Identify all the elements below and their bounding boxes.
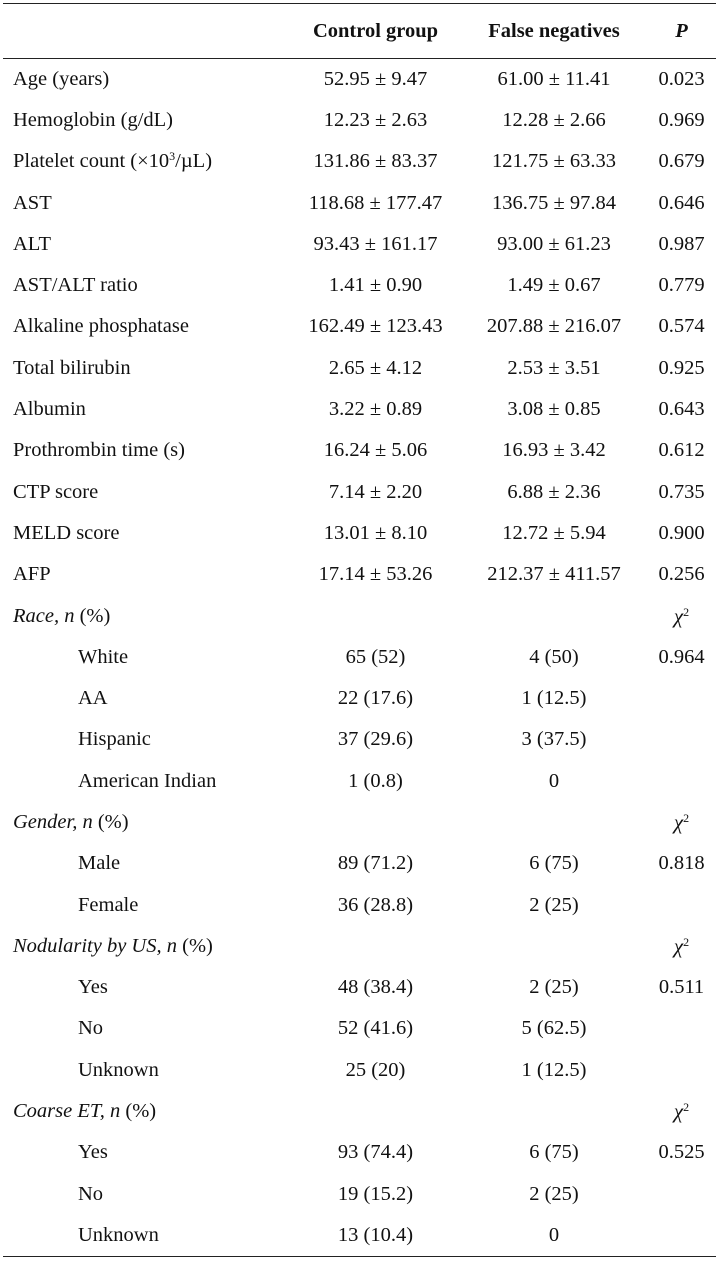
empty-cell [290, 802, 461, 843]
table-row [3, 1008, 716, 1049]
false-negative-value: 2 (25) [529, 1182, 579, 1205]
table-row [3, 637, 716, 678]
row-label: American Indian [78, 769, 217, 792]
percent-suffix: (%) [92, 810, 129, 833]
percent-suffix: (%) [74, 604, 111, 627]
control-value: 25 (20) [345, 1058, 406, 1081]
row-label-unit: /µL) [175, 150, 213, 173]
false-negative-value: 5 (62.5) [521, 1017, 587, 1040]
p-value [647, 1215, 716, 1256]
table-row [3, 348, 716, 389]
table-row [3, 471, 716, 512]
p-value: 0.969 [658, 108, 705, 131]
row-label: Age (years) [13, 67, 110, 90]
p-value [647, 884, 716, 925]
header-variable [3, 4, 290, 59]
table-row [3, 141, 716, 182]
control-value: 93 (74.4) [337, 1141, 414, 1164]
p-value [647, 678, 716, 719]
false-negative-value: 6 (75) [529, 1141, 579, 1164]
chi-symbol: χ [673, 933, 684, 958]
group-title-text: Nodularity by US, [13, 934, 167, 957]
control-value: 65 (52) [345, 645, 406, 668]
header-false-negatives: False negatives [461, 4, 647, 59]
results-table-container [3, 3, 716, 1257]
false-negative-value: 2.53 ± 3.51 [507, 356, 601, 379]
group-title [3, 1091, 290, 1132]
control-value: 17.14 ± 53.26 [318, 563, 433, 586]
false-negative-value: 12.28 ± 2.66 [502, 108, 606, 131]
n-symbol: n [64, 604, 75, 627]
false-negative-value: 6.88 ± 2.36 [507, 480, 601, 503]
false-negative-value: 121.75 ± 63.33 [491, 150, 616, 173]
n-symbol: n [110, 1100, 121, 1123]
p-value: 0.023 [658, 67, 705, 90]
false-negative-value: 207.88 ± 216.07 [486, 315, 622, 338]
chi-superscript: 2 [683, 810, 690, 825]
row-label: Unknown [78, 1058, 159, 1081]
chi-square-label [647, 926, 716, 967]
table-row [3, 1174, 716, 1215]
p-value: 0.818 [658, 852, 705, 875]
table-row [3, 224, 716, 265]
empty-cell [290, 926, 461, 967]
p-value: 0.646 [658, 191, 705, 214]
group-title-text: Coarse ET, [13, 1100, 111, 1123]
control-value: 162.49 ± 123.43 [308, 315, 443, 338]
false-negative-value: 2 (25) [529, 893, 579, 916]
p-value: 0.900 [658, 521, 705, 544]
table-row [3, 1050, 716, 1091]
table-row [3, 513, 716, 554]
p-value: 0.612 [658, 439, 705, 462]
row-label: Male [78, 852, 121, 875]
p-value: 0.964 [658, 645, 705, 668]
false-negative-value: 3.08 ± 0.85 [507, 398, 601, 421]
header-control-group: Control group [290, 4, 461, 59]
group-title [3, 926, 290, 967]
group-title [3, 802, 290, 843]
row-label: Hispanic [78, 728, 151, 751]
false-negative-value: 1.49 ± 0.67 [507, 274, 601, 297]
header-p-value: P [647, 4, 716, 59]
p-value [647, 761, 716, 802]
false-negative-value: 6 (75) [529, 852, 579, 875]
p-value: 0.679 [658, 150, 705, 173]
table-row [3, 182, 716, 223]
chi-square-label [647, 595, 716, 636]
row-label: Hemoglobin (g/dL) [13, 108, 173, 131]
row-label: Total bilirubin [13, 356, 131, 379]
chi-superscript: 2 [683, 604, 690, 619]
empty-cell [461, 595, 647, 636]
table-row [3, 1215, 716, 1256]
row-label: MELD score [13, 521, 120, 544]
row-label-text: Platelet count (×10 [13, 150, 170, 173]
row-label: Female [78, 893, 139, 916]
p-value: 0.256 [658, 563, 705, 586]
chi-symbol: χ [673, 809, 684, 834]
table-row [3, 554, 716, 595]
false-negative-value: 93.00 ± 61.23 [497, 232, 611, 255]
row-label-superscript: 3 [169, 149, 176, 164]
control-value: 1 (0.8) [348, 769, 403, 792]
control-value: 13 (10.4) [290, 1215, 461, 1256]
table-row [3, 389, 716, 430]
group-title-text: Race, [13, 604, 65, 627]
p-value [647, 719, 716, 760]
empty-cell [461, 926, 647, 967]
control-value: 1.41 ± 0.90 [328, 274, 423, 297]
group-title-text: Gender, [13, 810, 83, 833]
group-header-row [3, 595, 716, 636]
empty-cell [461, 802, 647, 843]
chi-superscript: 2 [683, 1100, 690, 1115]
table-row [3, 1132, 716, 1173]
row-label [3, 141, 290, 182]
comparison-table [3, 3, 716, 1257]
control-value: 131.86 ± 83.37 [313, 150, 438, 173]
table-row [3, 265, 716, 306]
p-value: 0.511 [658, 976, 705, 999]
chi-square-label [647, 1091, 716, 1132]
chi-square-label [647, 802, 716, 843]
header-row [3, 4, 716, 59]
control-value: 2.65 ± 4.12 [328, 356, 423, 379]
false-negative-value: 136.75 ± 97.84 [491, 191, 616, 214]
row-label: ALT [13, 232, 51, 255]
table-row [3, 761, 716, 802]
table-row [3, 430, 716, 471]
p-value [647, 1008, 716, 1049]
group-header-row [3, 926, 716, 967]
p-value: 0.987 [658, 232, 705, 255]
control-value: 37 (29.6) [337, 728, 414, 751]
false-negative-value: 0 [548, 769, 560, 792]
table-header [3, 4, 716, 59]
p-value [647, 1050, 716, 1091]
false-negative-value: 212.37 ± 411.57 [487, 563, 621, 586]
row-label: AST [13, 191, 52, 214]
n-symbol: n [166, 934, 177, 957]
group-header-row [3, 1091, 716, 1132]
false-negative-value: 1 (12.5) [521, 1058, 587, 1081]
p-value: 0.779 [658, 274, 705, 297]
control-value: 93.43 ± 161.17 [313, 232, 438, 255]
row-label: No [78, 1182, 104, 1205]
row-label: Prothrombin time (s) [13, 439, 185, 462]
control-value: 52.95 ± 9.47 [323, 67, 428, 90]
false-negative-value: 0 [461, 1215, 647, 1256]
row-label: AST/ALT ratio [13, 274, 138, 297]
false-negative-value: 61.00 ± 11.41 [497, 67, 611, 90]
row-label: Unknown [3, 1215, 290, 1256]
control-value: 19 (15.2) [337, 1182, 414, 1205]
table-row [3, 59, 716, 100]
false-negative-value: 4 (50) [529, 645, 579, 668]
control-value: 48 (38.4) [337, 976, 414, 999]
n-symbol: n [82, 810, 93, 833]
chi-symbol: χ [673, 603, 684, 628]
table-row [3, 967, 716, 1008]
table-row [3, 884, 716, 925]
false-negative-value: 3 (37.5) [521, 728, 587, 751]
row-label: White [78, 645, 129, 668]
chi-symbol: χ [673, 1099, 684, 1124]
table-row [3, 100, 716, 141]
row-label: AA [78, 687, 108, 710]
control-value: 52 (41.6) [337, 1017, 414, 1040]
control-value: 22 (17.6) [337, 687, 414, 710]
p-value: 0.574 [658, 315, 705, 338]
table-row [3, 306, 716, 347]
empty-cell [461, 1091, 647, 1132]
false-negative-value: 16.93 ± 3.42 [502, 439, 606, 462]
table-row [3, 719, 716, 760]
percent-suffix: (%) [177, 934, 213, 957]
row-label: Albumin [13, 398, 86, 421]
p-value: 0.525 [658, 1141, 705, 1164]
table-row [3, 678, 716, 719]
control-value: 12.23 ± 2.63 [323, 108, 428, 131]
p-value: 0.643 [658, 398, 705, 421]
control-value: 36 (28.8) [337, 893, 414, 916]
empty-cell [290, 1091, 461, 1132]
false-negative-value: 12.72 ± 5.94 [502, 521, 606, 544]
p-value: 0.925 [658, 356, 705, 379]
control-value: 118.68 ± 177.47 [308, 191, 443, 214]
table-body [3, 59, 716, 1257]
row-label: No [78, 1017, 104, 1040]
row-label: Alkaline phosphatase [13, 315, 189, 338]
p-value: 0.735 [658, 480, 705, 503]
p-value [647, 1174, 716, 1215]
control-value: 13.01 ± 8.10 [323, 521, 428, 544]
row-label: Yes [78, 1141, 108, 1164]
control-value: 16.24 ± 5.06 [323, 439, 428, 462]
group-title [3, 595, 290, 636]
row-label: Yes [78, 976, 108, 999]
row-label: AFP [13, 563, 51, 586]
chi-superscript: 2 [683, 934, 690, 949]
row-label: CTP score [13, 480, 99, 503]
empty-cell [290, 595, 461, 636]
false-negative-value: 1 (12.5) [521, 687, 587, 710]
table-row [3, 843, 716, 884]
group-header-row [3, 802, 716, 843]
false-negative-value: 2 (25) [529, 976, 579, 999]
control-value: 89 (71.2) [337, 852, 414, 875]
control-value: 7.14 ± 2.20 [328, 480, 423, 503]
percent-suffix: (%) [120, 1100, 157, 1123]
control-value: 3.22 ± 0.89 [328, 398, 423, 421]
